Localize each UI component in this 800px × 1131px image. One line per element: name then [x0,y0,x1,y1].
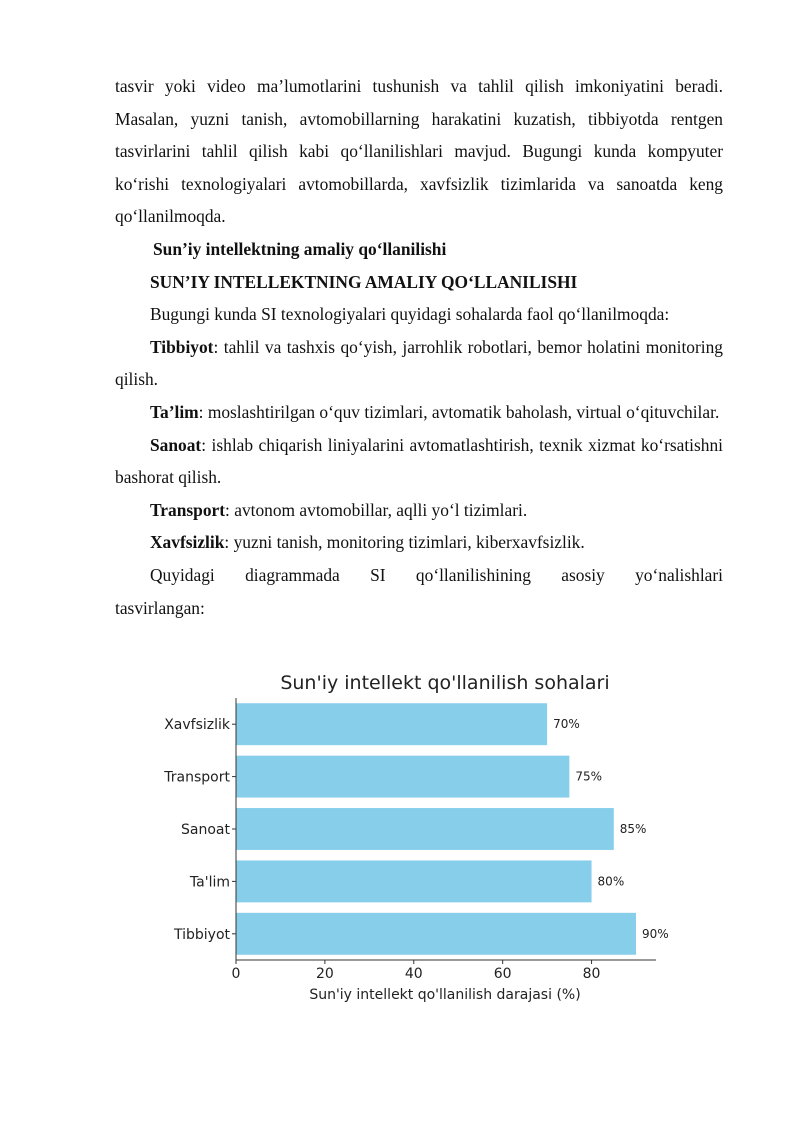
bar-tibbiyot [236,913,636,955]
chart-bars [236,703,636,955]
list-item-talim [115,396,723,429]
list-item-transport [115,494,723,527]
section-heading-caps: SUN’IY INTELLEKTNING AMALIY QO‘LLANILISHI [150,271,578,292]
data-label: 70% [553,717,580,732]
bar-chart [150,660,690,1010]
x-tick-label: 0 [231,966,241,982]
diagram-intro-line2: tasvirlangan: [115,597,205,618]
lead-sentence: Bugungi kunda SI texnologiyalari quyidagi sohalarda faol qo‘llanilmoqda: [150,304,670,325]
item-text: : ishlab chiqarish liniyalarini avtomatlashtirish, texnik xizmat ko‘rsatishni bashorat qilish. [115,434,723,488]
item-term: Sanoat [150,434,202,455]
data-label: 85% [619,822,647,836]
chart-container [150,660,690,1010]
y-tick-label: Transport [164,769,230,786]
item-term: Tibbiyot [150,336,214,357]
item-text: : moslashtirilgan o‘quv tizimlari, avtomatik baholash, virtual o‘qituvchilar. [198,401,720,422]
y-tick-label: Xavfsizlik [164,717,230,734]
diagram-intro-line1: Quyidagi diagrammada SI qo‘llanilishining asosiy yo‘nalishlari [150,564,723,585]
bar-transport [236,756,569,798]
bar-xavfsizlik [236,703,547,745]
chart-x-axis-label: Sun'iy intellekt qo'llanilish darajasi (%) [309,987,581,1003]
body-text [115,70,723,624]
data-label: 80% [597,874,625,889]
intro-paragraph: tasvir yoki video ma’lumotlarini tushunish va tahlil qilish imkoniyatini beradi. Masalan, yuzni tanish, avtomobillarning harakatini kuzatish, tibbiyotda rentgen tasvirlarini tahlil qilish kabi qo‘llanilishlari mavjud. Bugungi kunda kompyuter ko‘rishi texnologiyalari avtomobillarda, xavfsizlik tizimlarida va sanoatda keng qo‘llanilmoqda. [115,76,723,227]
y-tick-label: Ta'lim [189,874,230,891]
list-item-sanoat [115,429,723,494]
chart-y-tick-labels [163,717,236,943]
item-term: Ta’lim [150,401,199,422]
bar-sanoat [236,808,614,850]
y-tick-label: Tibbiyot [173,926,230,943]
item-text: : tahlil va tashxis qo‘yish, jarrohlik robotlari, bemor holatini monitoring qilish. [115,336,723,390]
bar-talim [236,860,592,902]
data-label: 75% [575,769,603,784]
data-label: 90% [642,926,669,941]
y-tick-label: Sanoat [181,822,230,838]
x-tick-label: 80 [582,966,601,982]
item-term: Transport [150,499,226,520]
item-text: : avtonom avtomobillar, aqlli yo‘l tizimlari. [225,499,528,520]
x-tick-label: 20 [315,966,334,982]
section-heading: Sun’iy intellektning amaliy qo‘llanilishi [153,238,447,259]
item-text: : yuzni tanish, monitoring tizimlari, kiberxavfsizlik. [224,532,585,553]
x-tick-label: 60 [493,966,512,982]
x-tick-label: 40 [404,966,423,982]
list-item-tibbiyot [115,331,723,396]
list-item-xavfsizlik [115,526,723,559]
chart-title: Sun'iy intellekt qo'llanilish sohalari [280,672,610,694]
item-term: Xavfsizlik [150,532,225,553]
